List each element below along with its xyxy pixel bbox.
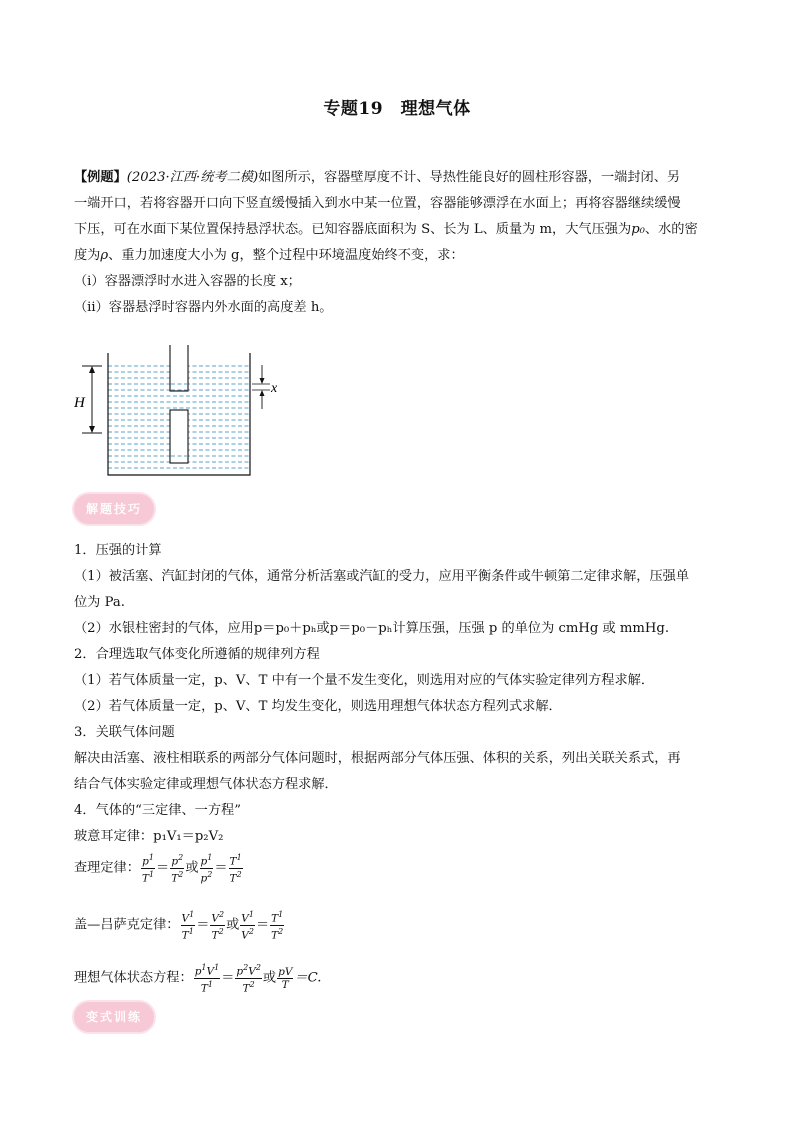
submerged-tube: [170, 410, 188, 463]
variant-training-badge: 变式训练: [74, 1002, 154, 1032]
ideal-gas-equation: 理想气体状态方程： $\frac{p^1V^1}{T^1}$ ＝ $\frac{p^2V^2}{T^2}$ 或 $\frac{pV}{T}$ ＝C.: [74, 963, 322, 994]
section-3-line-1: 解决由活塞、液柱相联系的两部分气体问题时，根据两部分气体压强、体积的关系，列出关联关系式，再: [74, 751, 681, 766]
container-figure: [74, 345, 314, 480]
example-label: 【例题】: [74, 170, 127, 185]
section-3-heading: 3．关联气体问题: [74, 725, 175, 740]
section-3-line-2: 结合气体实验定律或理想气体状态方程求解．: [74, 777, 338, 792]
section-4-heading: 4．气体的“三定律、一方程”: [74, 803, 241, 818]
label-x: x: [271, 381, 278, 396]
section-2-line-1: （1）若气体质量一定，p、V、T 中有一个量不发生变化，则选用对应的气体实验定律列方程求解．: [74, 673, 655, 688]
example-line-3: 下压，可在水面下某位置保持悬浮状态。已知容器底面积为 S、长为 L、质量为 m，大气压强为p₀、水的密: [74, 222, 698, 237]
p0-symbol: p₀: [631, 222, 645, 237]
section-1-heading: 1．压强的计算: [74, 543, 162, 558]
rho-symbol: ρ: [100, 248, 109, 263]
page-title: 专题19 理想气体: [323, 99, 471, 119]
example-line-2: 一端开口，若将容器开口向下竖直缓慢插入到水中某一位置，容器能够漂浮在水面上；再将容器继续缓慢: [74, 196, 681, 211]
section-1-line-2: 位为 Pa.: [74, 595, 125, 610]
gay-lussac-law: 盖—吕萨克定律： $\frac{V^1}{T^1}$ ＝ $\frac{V^2}{T^2}$ 或 $\frac{V^1}{V^2}$ ＝ $\frac{T^1}{T^2}$: [74, 910, 284, 941]
section-1-line-1: （1）被活塞、汽缸封闭的气体，通常分析活塞或汽缸的受力，应用平衡条件或牛顿第二定律求解，压强单: [74, 569, 690, 584]
example-source: (2023·江西·统考二模): [126, 170, 259, 185]
section-2-line-2: （2）若气体质量一定，p、V、T 均发生变化，则选用理想气体状态方程列式求解．: [74, 699, 562, 714]
question-2: （ⅱ）容器悬浮时容器内外水面的高度差 h。: [74, 300, 333, 315]
question-1: （ⅰ）容器漂浮时水进入容器的长度 x；: [74, 274, 301, 289]
section-2-heading: 2．合理选取气体变化所遵循的规律列方程: [74, 647, 320, 662]
example-problem: [74, 165, 724, 321]
label-H: H: [74, 395, 85, 411]
section-1-line-3: （2）水银柱密封的气体，应用p＝p₀＋pₕ或p＝p₀－pₕ计算压强，压强 p 的单位为 cmHg 或 mmHg.: [74, 621, 670, 636]
charles-law: 查理定律： $\frac{p^1}{T^1}$ ＝ $\frac{p^2}{T^2}$ 或 $\frac{p^1}{p^2}$ ＝ $\frac{T^1}{T^2}$: [74, 853, 242, 884]
tips-content: [74, 538, 724, 850]
example-line-1: 【例题】(2023·江西·统考二模)如图所示，容器壁厚度不计、导热性能良好的圆柱形容器，一端封闭、另: [74, 170, 681, 185]
tips-badge: 解题技巧: [74, 494, 154, 524]
example-line-4: 度为ρ、重力加速度大小为 g，整个过程中环境温度始终不变，求：: [74, 248, 464, 263]
boyle-law: 玻意耳定律：p₁V₁＝p₂V₂: [74, 829, 224, 844]
